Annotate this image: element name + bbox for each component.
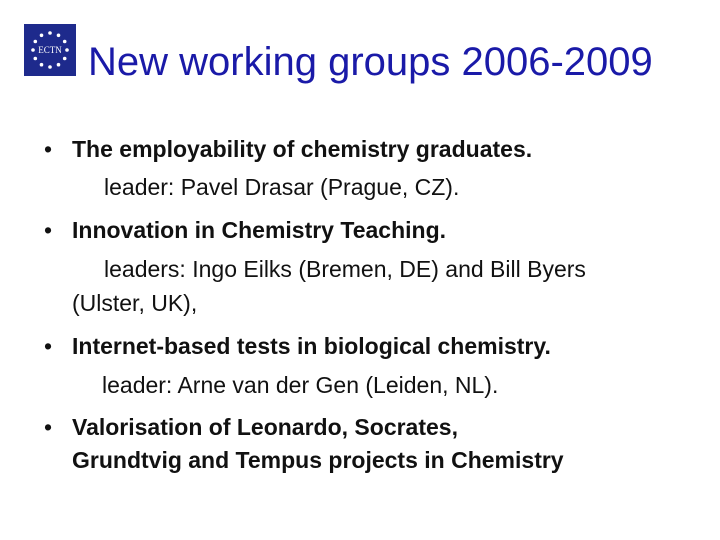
item-detail: (Ulster, UK), (72, 290, 198, 316)
bullet-dot: • (44, 414, 53, 440)
slide-title: New working groups 2006-2009 (88, 40, 653, 84)
item-heading: The employability of chemistry graduates. (72, 136, 533, 162)
svg-text:ECTN: ECTN (38, 45, 62, 55)
item-detail: leader: Arne van der Gen (Leiden, NL). (102, 372, 499, 398)
bullet-dot: • (44, 333, 53, 359)
item-heading: Valorisation of Leonardo, Socrates, (72, 414, 458, 440)
item-heading: Internet-based tests in biological chemistry. (72, 333, 551, 359)
bullet-dot: • (44, 217, 53, 243)
item-detail: leader: Pavel Drasar (Prague, CZ). (104, 174, 460, 200)
item-detail: Grundtvig and Tempus projects in Chemistry (72, 447, 564, 473)
ectn-logo-icon (22, 22, 78, 78)
item-heading: Innovation in Chemistry Teaching. (72, 217, 447, 243)
item-detail: leaders: Ingo Eilks (Bremen, DE) and Bill Byers (104, 256, 586, 282)
bullet-dot: • (44, 136, 53, 162)
